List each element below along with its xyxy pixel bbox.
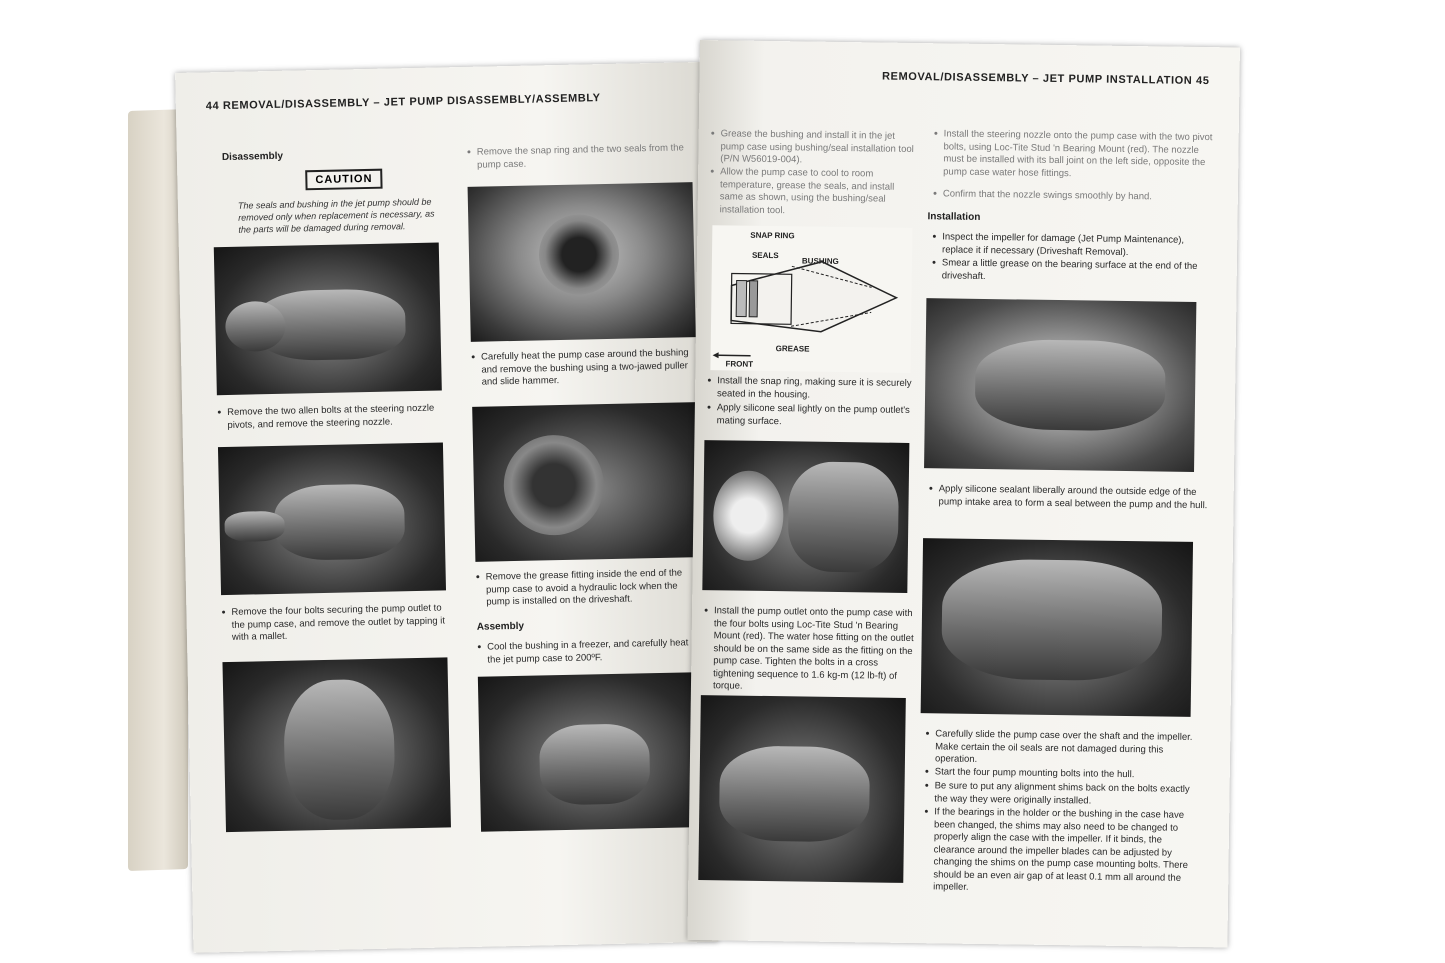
disassembly-heading: Disassembly: [221, 150, 284, 164]
photo-snap-ring: [468, 182, 696, 342]
step-apply-silicone-intake: ● Apply silicone sealant liberally around the outside edge of the pump intake area to form a seal between the pump and the hull.: [938, 483, 1208, 512]
step-install-steering-nozzle: ● Install the steering nozzle onto the pump case with the two pivot bolts, using Loc-Tite Stud 'n Bearing Mount (red). The nozzle must be installed with its ball joint on the left side, opposite the pump case water hose fittings.: [943, 128, 1214, 182]
photo-outlet-and-case: [702, 440, 909, 593]
right-page: [687, 40, 1240, 947]
photo-remove-nozzle: [218, 442, 446, 595]
step-bearings-changed: ● If the bearings in the holder or the bushing in the case have been changed, the shims may also need to be changed to properly align the case with the impeller. If it binds, the clearance around the impeller blades can be adjusted by changing the shims on the pump case mounting bolts. There should be an even air gap of at least 0.1 mm all around the impeller.: [933, 806, 1204, 897]
photo-pump-intake: [924, 298, 1196, 472]
step-smear-grease: ● Smear a little grease on the bearing surface at the end of the driveshaft.: [942, 257, 1212, 286]
label-front: FRONT: [725, 359, 754, 369]
photo-grease-fitting: [472, 402, 700, 562]
step-alignment-shims: ● Be sure to put any alignment shims back on the bolts exactly the way they were originally installed.: [934, 780, 1204, 809]
label-bushing: BUSHING: [801, 256, 839, 266]
step-slide-pump-case: ● Carefully slide the pump case over the shaft and the impeller. Make certain the oil seals are not damaged during this operation.: [935, 728, 1205, 769]
photo-pump-outlet: [222, 657, 451, 832]
label-seals: SEALS: [751, 250, 779, 261]
step-install-snap-ring: ● Install the snap ring, making sure it is securely seated in the housing.: [717, 375, 912, 403]
assembly-heading: Assembly: [476, 620, 525, 633]
step-apply-silicone-outlet: ● Apply silicone seal lightly on the pump outlet's mating surface.: [717, 402, 912, 430]
step-remove-outlet: ● Remove the four bolts securing the pump outlet to the pump case, and remove the outlet by tapping it with a mallet.: [231, 602, 447, 644]
photo-install-bushing: [478, 672, 706, 832]
installation-heading: Installation: [927, 211, 981, 223]
step-heat-bushing: ● Carefully heat the pump case around the bushing and remove the bushing using a two-jawed puller and slide hammer.: [481, 347, 697, 389]
caution-box: CAUTION: [305, 169, 383, 191]
photo-slide-pump-case: [921, 538, 1193, 717]
step-remove-snap-ring: ● Remove the snap ring and the two seals from the pump case.: [477, 142, 692, 171]
label-snap-ring: SNAP RING: [750, 230, 795, 241]
step-inspect-impeller: ● Inspect the impeller for damage (Jet Pump Maintenance), replace it if necessary (Driveshaft Removal).: [942, 231, 1212, 260]
step-confirm-nozzle-swing: ● Confirm that the nozzle swings smoothly by hand.: [943, 188, 1213, 204]
step-start-bolts: ● Start the four pump mounting bolts into the hull.: [935, 766, 1205, 782]
step-remove-allen-bolts: ● Remove the two allen bolts at the steering nozzle pivots, and remove the steering nozzle.: [227, 402, 442, 431]
left-page: [175, 62, 718, 953]
step-remove-grease-fitting: ● Remove the grease fitting inside the end of the pump case to avoid a hydraulic lock when the pump is installed on the driveshaft.: [486, 567, 702, 609]
photo-nozzle-installed: [698, 695, 906, 883]
step-cool-bushing: ● Cool the bushing in a freezer, and carefully heat the jet pump case to 200ºF.: [487, 637, 702, 666]
bushing-seal-diagram: [710, 225, 912, 373]
left-page-header: 44 REMOVAL/DISASSEMBLY – JET PUMP DISASSEMBLY/ASSEMBLY: [205, 92, 601, 113]
cross-section-drawing: [710, 225, 912, 373]
caution-text: The seals and bushing in the jet pump should be removed only when replacement is necessary, as the parts will be damaged during removal.: [237, 196, 435, 235]
step-cool-pump-case: ● Allow the pump case to cool to room temperature, grease the seals, and install same as shown, using the bushing/seal installation tool.: [720, 166, 916, 219]
right-page-header: REMOVAL/DISASSEMBLY – JET PUMP INSTALLATION 45: [881, 70, 1210, 88]
step-install-outlet: ● Install the pump outlet onto the pump case with the four bolts using Loc-Tite Stud 'n Bearing Mount (red). The water hose fitting on the outlet should be on the same side as the fitting on the pump case. Tighten the bolts in a cross tightening sequence to 1.6 kg-m (12 lb-ft) of torque.: [713, 605, 914, 695]
label-grease: GREASE: [775, 344, 810, 354]
step-grease-bushing: ● Grease the bushing and install it in the jet pump case using bushing/seal installation tool (P/N W56019-004).: [720, 128, 916, 168]
photo-pump-assembly: [214, 243, 442, 396]
